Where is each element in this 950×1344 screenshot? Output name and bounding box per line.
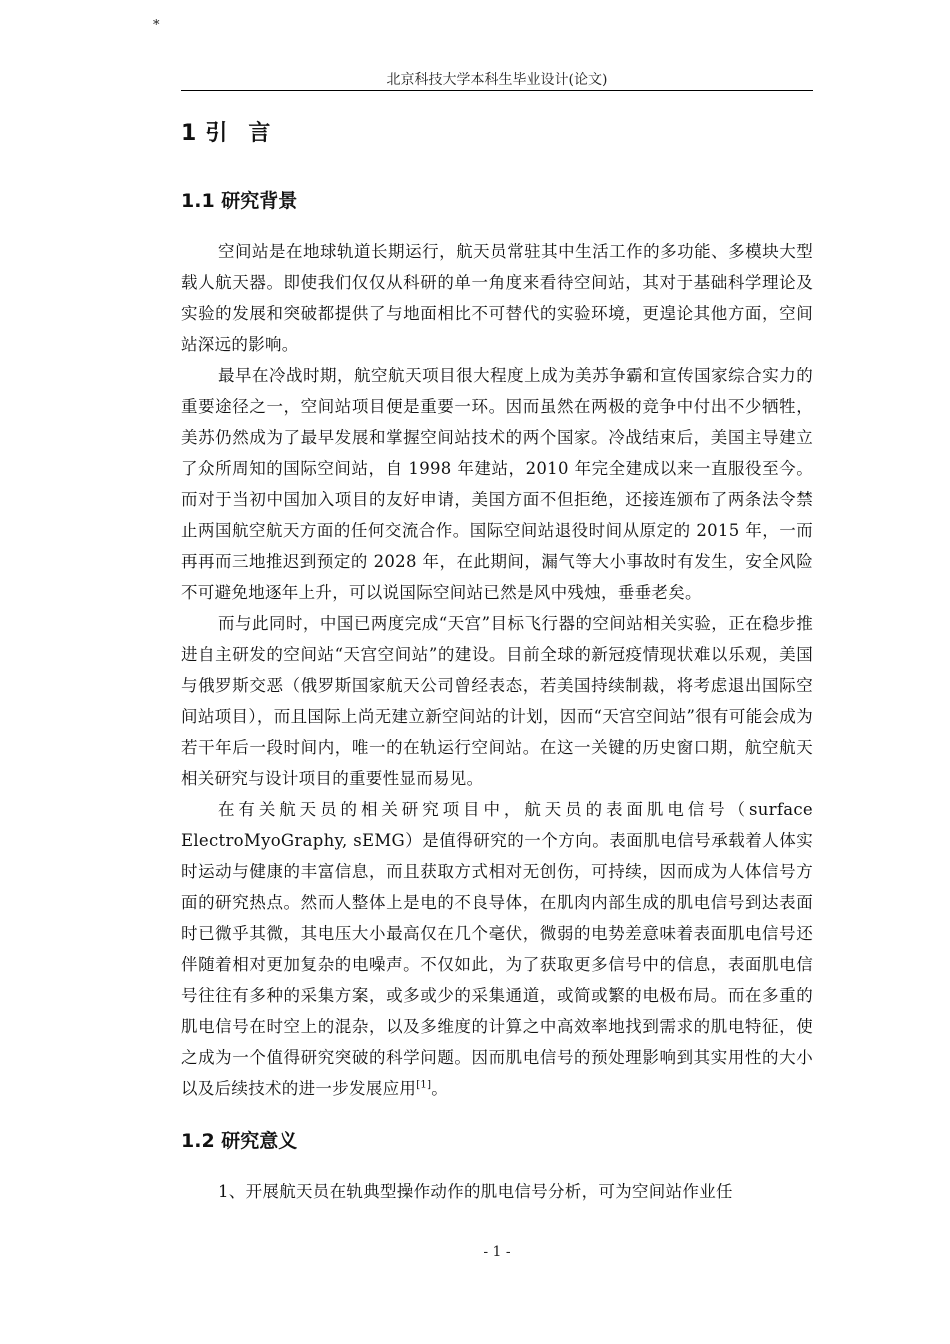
section-title-1-2 (181, 1124, 813, 1158)
corner-mark: * (153, 18, 160, 33)
chapter-number: 1 (181, 121, 198, 146)
paragraph-end-punctuation: 。 (431, 1079, 449, 1098)
section-title-1-1 (181, 184, 813, 218)
running-header: 北京科技大学本科生毕业设计(论文) (386, 72, 608, 88)
paragraph: 最早在冷战时期，航空航天项目很大程度上成为美苏争霸和宣传国家综合实力的重要途径之一，空间站项目便是重要一环。因而虽然在两极的竞争中付出不少牺牲，美苏仍然成为了最早发展和掌握空间站技术的两个国家。冷战结束后，美国主导建立了众所周知的国际空间站，自 1998 年建站，2010 年完全建成以来一直服役至今。而对于当初中国加入项目的友好申请，美国方面不但拒绝，还接连颁布了两条法令禁止两国航空航天方面的任何交流合作。国际空间站退役时间从原定的 2015 年，一而再再而三地推迟到预定的 2028 年，在此期间，漏气等大小事故时有发生，安全风险不可避免地逐年上升，可以说国际空间站已然是风中残烛，垂垂老矣。 (181, 366, 813, 602)
chapter-title-char-1: 引 (205, 121, 229, 146)
section-number: 1.2 (181, 1130, 215, 1152)
page-number: - 1 - (483, 1244, 511, 1260)
paragraph: 空间站是在地球轨道长期运行，航天员常驻其中生活工作的多功能、多模块大型载人航天器。即使我们仅仅从科研的单一角度来看待空间站，其对于基础科学理论及实验的发展和突破都提供了与地面相比不可替代的实验环境，更遑论其他方面，空间站深远的影响。 (181, 242, 813, 354)
chapter-title (181, 112, 813, 156)
header-rule (181, 90, 813, 91)
paragraph: 而与此同时，中国已两度完成“天宫”目标飞行器的空间站相关实验，正在稳步推进自主研发的空间站“天宫空间站”的建设。目前全球的新冠疫情现状难以乐观，美国与俄罗斯交恶（俄罗斯国家航天公司曾经表态，若美国持续制裁，将考虑退出国际空间站项目），而且国际上尚无建立新空间站的计划，因而“天宫空间站”很有可能会成为若干年后一段时间内，唯一的在轨运行空间站。在这一关键的历史窗口期，航空航天相关研究与设计项目的重要性显而易见。 (181, 614, 813, 788)
citation-reference[interactable]: [1] (416, 1079, 432, 1091)
chapter-title-char-2: 言 (248, 121, 272, 146)
page-body (181, 112, 813, 1207)
section-title-text: 研究背景 (221, 190, 298, 212)
paragraph-text: 在有关航天员的相关研究项目中，航天员的表面肌电信号（surface ElectroMyoGraphy, sEMG）是值得研究的一个方向。表面肌电信号承载着人体实时运动与健康的丰富信息，而且获取方式相对无创伤，可持续，因而成为人体信号方面的研究热点。然而人整体上是电的不良导体，在肌肉内部生成的肌电信号到达表面时已微乎其微，其电压大小最高仅在几个毫伏，微弱的电势差意味着表面肌电信号还伴随着相对更加复杂的电噪声。不仅如此，为了获取更多信号中的信息，表面肌电信号往往有多种的采集方案，或多或少的采集通道，或简或繁的电极布局。而在多重的肌电信号在时空上的混杂，以及多维度的计算之中高效率地找到需求的肌电特征，使之成为一个值得研究突破的科学问题。因而肌电信号的预处理影响到其实用性的大小以及后续技术的进一步发展应用 (181, 800, 813, 1098)
section-title-text: 研究意义 (221, 1130, 298, 1152)
section-number: 1.1 (181, 190, 215, 212)
paragraph (181, 794, 813, 1104)
paragraph: 1、开展航天员在轨典型操作动作的肌电信号分析，可为空间站作业任 (218, 1182, 733, 1201)
